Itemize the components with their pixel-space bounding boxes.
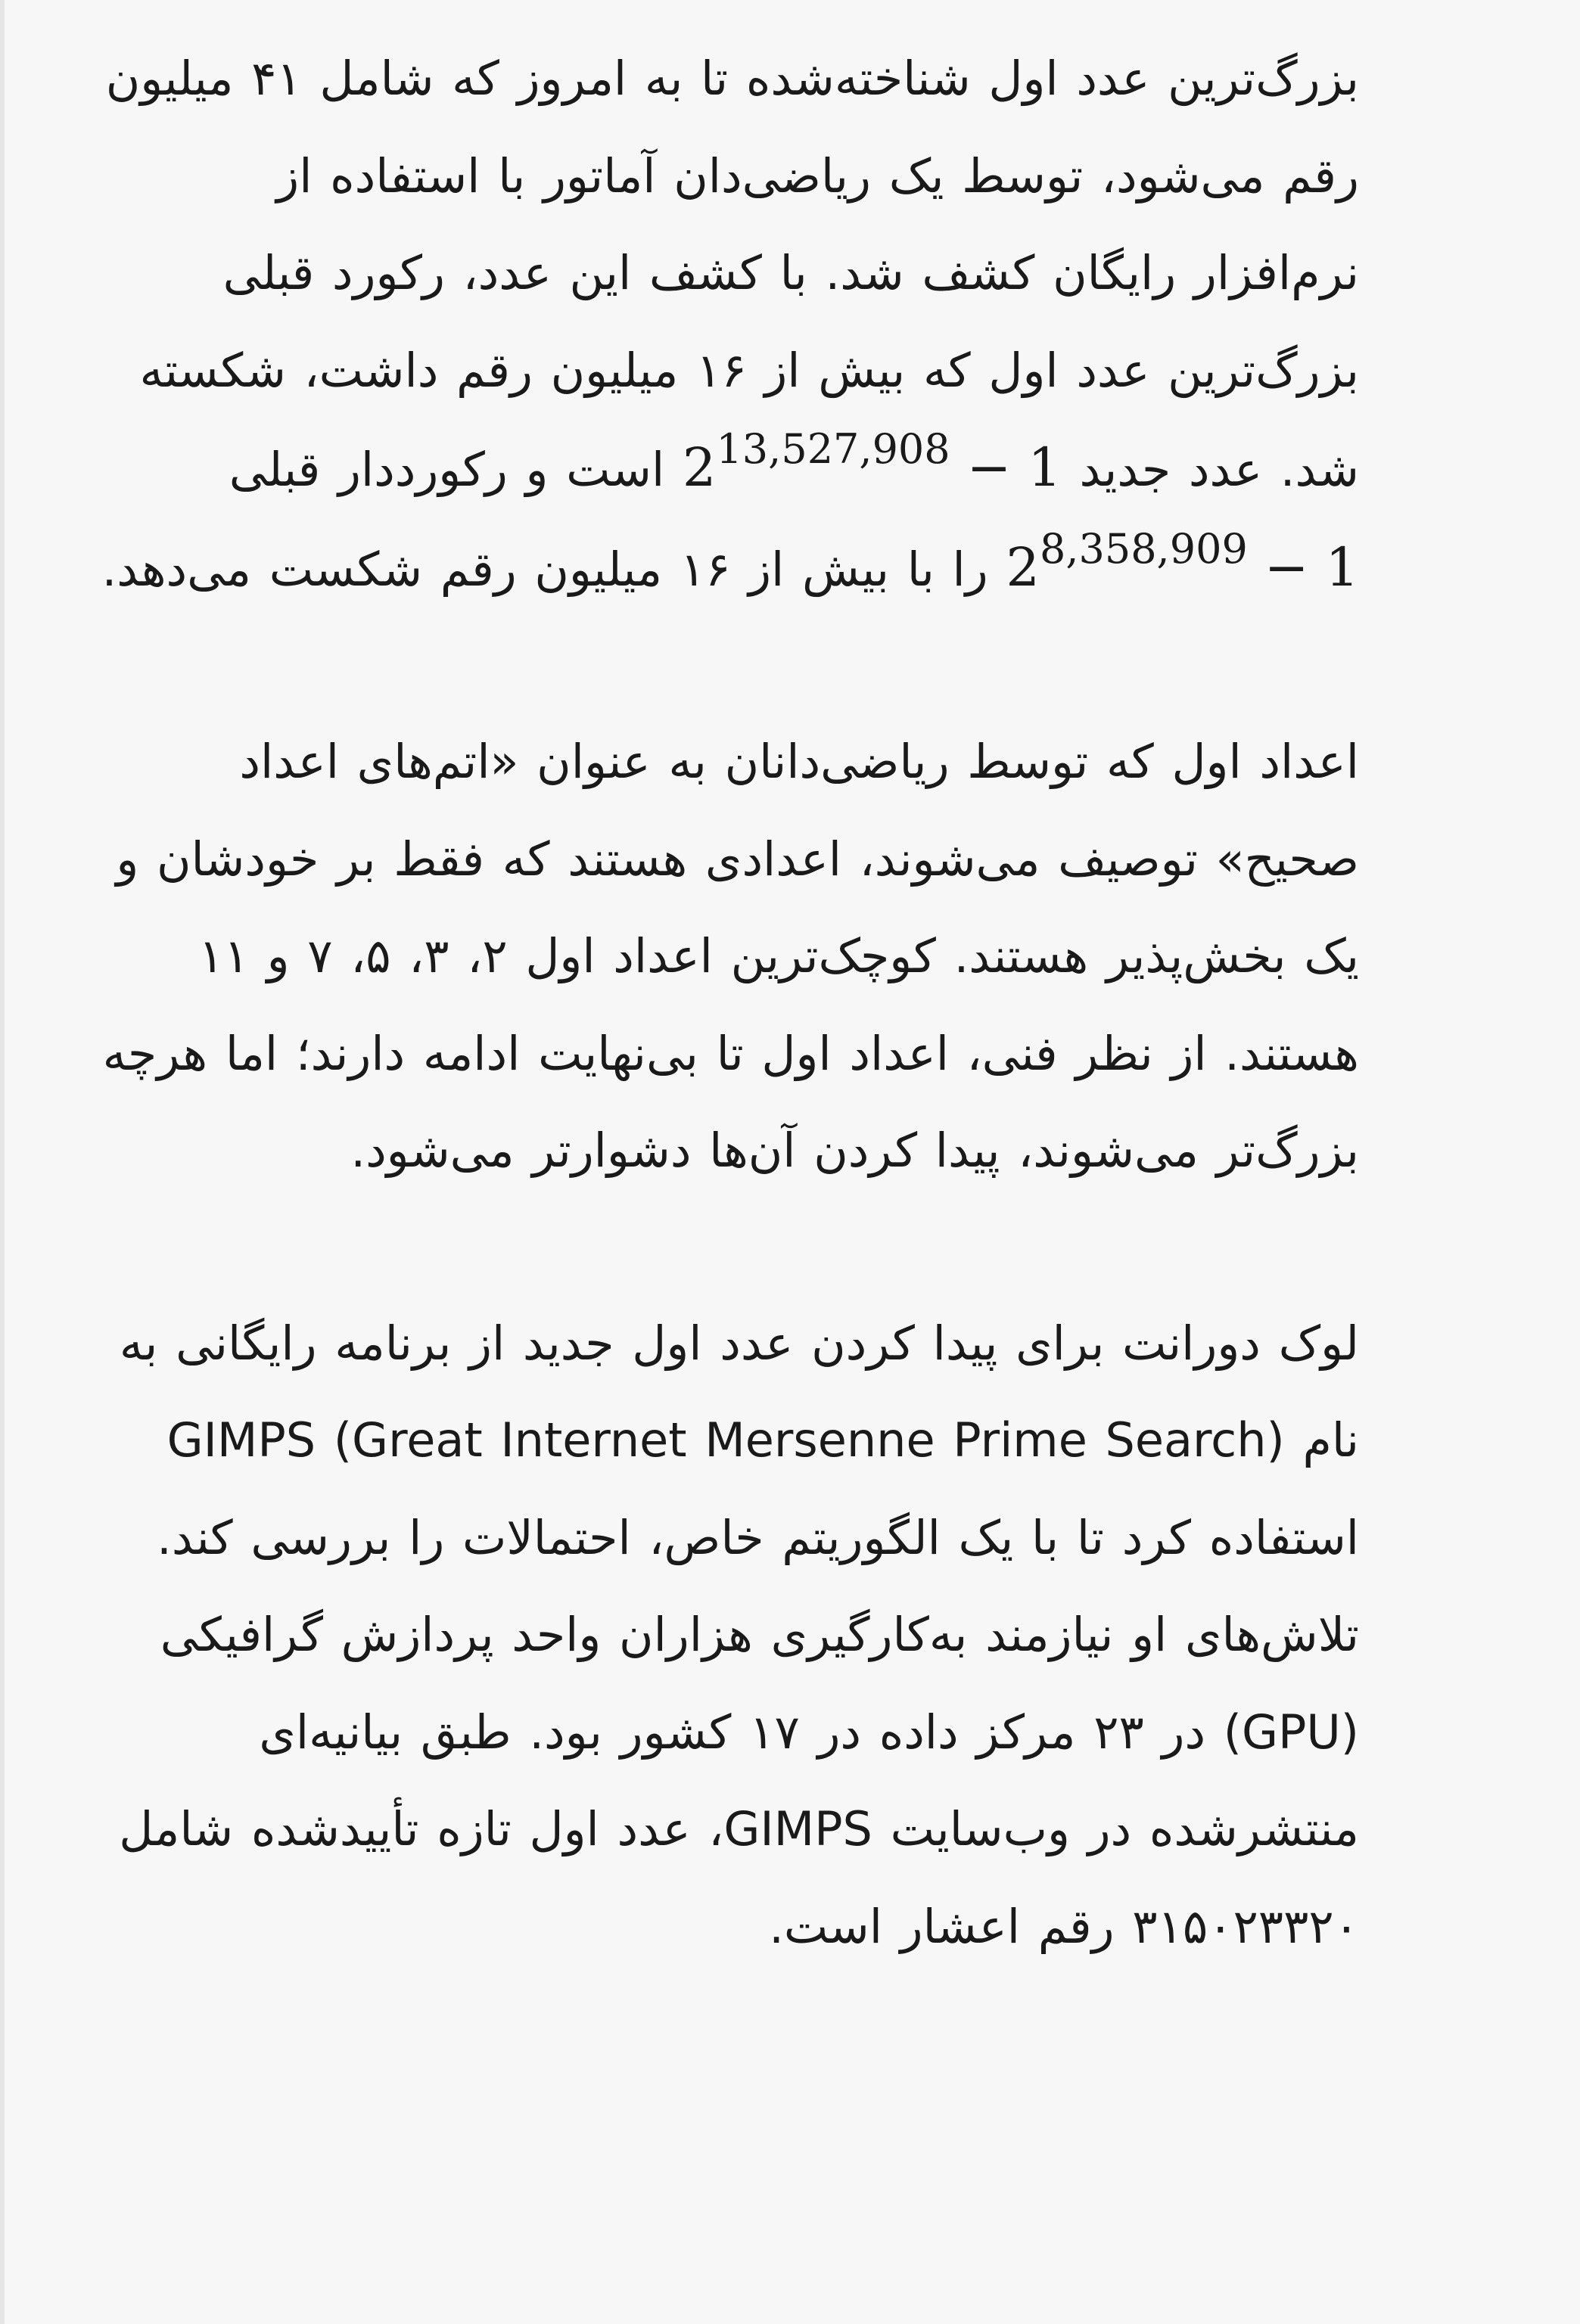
new-prime-base: 2 [682,437,717,499]
gpu-term: (GPU) [1223,1704,1359,1760]
paragraph-prime-definition [98,713,1359,1200]
gimps-site-name: GIMPS [723,1801,872,1856]
gimps-full-name: GIMPS (Great Internet Mersenne Prime Search) [166,1412,1285,1468]
p1-text-2: است و رکورددار قبلی [229,442,683,497]
new-prime-minus: − [966,437,1012,499]
paragraph-gimps [98,1295,1359,1976]
p3-text-4: ، عدد اول تازه تأییدشده شامل ۳۱۵۰۲۳۳۲۰ رقم اعشار است. [119,1801,1359,1954]
p2-text: اعداد اول که توسط ریاضی‌دانان به عنوان «اتم‌های اعداد صحیح» توصیف می‌شوند، اعدادی هستند که فقط بر خودشان و یک بخش‌پذیر هستند. کوچک‌ترین اعداد اول ۲، ۳، ۵، ۷ و ۱۱ هستند. از نظر فنی، اعداد اول تا بی‌نهایت ادامه دارند؛ اما هرچه بزرگ‌تر می‌شوند، پیدا کردن آن‌ها دشوارتر می‌شود. [102,734,1359,1178]
page-left-edge [0,0,5,2324]
new-prime-formula [683,419,1062,517]
new-prime-exponent: 13,527,908 [716,425,950,473]
p3-text-1: لوک دورانت برای پیدا کردن عدد اول جدید از برنامه رایگانی به نام [119,1315,1359,1468]
paragraph-largest-prime [98,30,1359,618]
old-prime-minus: − [1264,536,1309,598]
p1-text-3: را با بیش از ۱۶ میلیون رقم شکست می‌دهد. [101,541,1006,597]
p1-text-1: بزرگ‌ترین عدد اول شناخته‌شده تا به امروز که شامل ۴۱ میلیون رقم می‌شود، توسط یک ریاضی‌دان آماتور با استفاده از نرم‌افزار رایگان کشف شد. با کشف این عدد، رکورد قبلی بزرگ‌ترین عدد اول که بیش از ۱۶ میلیون رقم داشت، شکسته شد. عدد جدید [105,51,1359,497]
old-prime-base: 2 [1006,536,1040,598]
old-prime-formula [1006,519,1359,617]
p3-text-3: در ۲۳ مرکز داده در ۱۷ کشور بود. طبق بیانیه‌ای منتشرشده در وب‌سایت [259,1704,1359,1856]
new-prime-one: 1 [1028,437,1062,499]
old-prime-one: 1 [1325,536,1359,598]
old-prime-exponent: 8,358,909 [1039,524,1248,573]
p3-text-2: استفاده کرد تا با یک الگوریتم خاص، احتمالات را بررسی کند. تلاش‌های او نیازمند به‌کارگیری هزاران واحد پردازش گرافیکی [157,1509,1359,1662]
article-body [98,30,1359,1975]
